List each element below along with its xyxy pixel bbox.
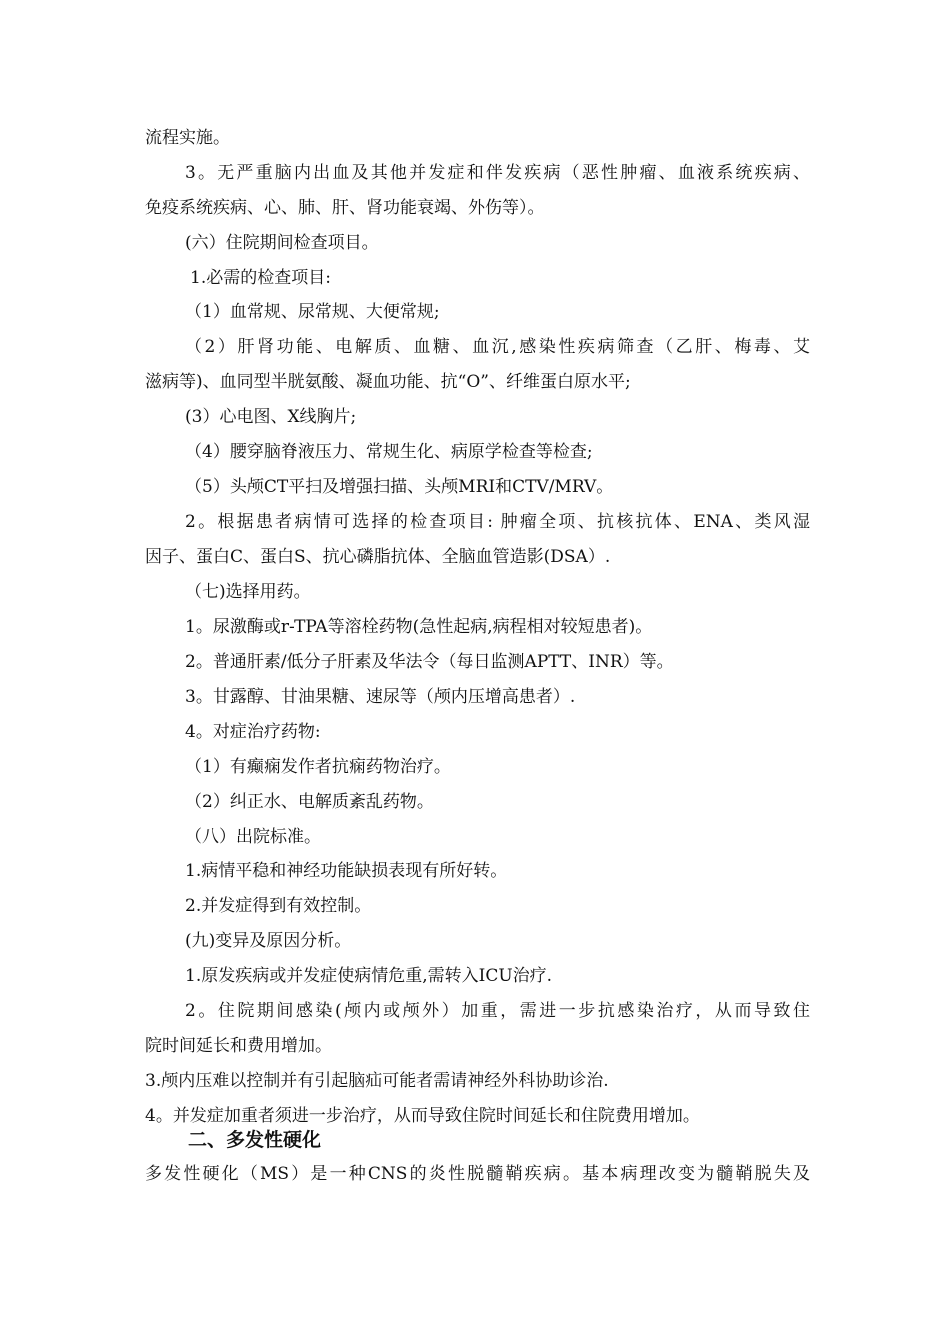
text-line: （八）出院标准。 [185, 827, 321, 847]
text-line: (六）住院期间检查项目。 [185, 233, 379, 253]
text-line: 院时间延长和费用增加。 [145, 1036, 332, 1056]
text-line: （七)选择用药。 [185, 582, 311, 602]
text-line: 1。尿激酶或r-TPA等溶栓药物(急性起病,病程相对较短患者)。 [185, 617, 653, 637]
text-line: 流程实施。 [145, 128, 230, 148]
text-line: 1.病情平稳和神经功能缺损表现有所好转。 [185, 861, 508, 881]
text-line: （1）有癫痫发作者抗痫药物治疗。 [185, 757, 451, 777]
text-line: （4）腰穿脑脊液压力、常规生化、病原学检查等检查; [185, 442, 593, 462]
text-line: （2）纠正水、电解质紊乱药物。 [185, 792, 434, 812]
text-line: 3。甘露醇、甘油果糖、速尿等（颅内压增高患者）. [185, 687, 576, 707]
text-line: 4。并发症加重者须进一步治疗，从而导致住院时间延长和住院费用增加。 [145, 1106, 700, 1126]
text-line: (九)变异及原因分析。 [185, 931, 352, 951]
text-line: (3）心电图、X线胸片; [185, 407, 357, 427]
text-line: 因子、蛋白C、蛋白S、抗心磷脂抗体、全脑血管造影(DSA）. [145, 547, 611, 567]
text-line: 2。根据患者病情可选择的检查项目: 肿瘤全项、抗核抗体、ENA、类风湿 [185, 512, 810, 532]
text-line: （5）头颅CT平扫及增强扫描、头颅MRI和CTV/MRV。 [185, 477, 614, 497]
text-line: （1）血常规、尿常规、大便常规; [185, 302, 440, 322]
text-line: 滋病等)、血同型半胱氨酸、凝血功能、抗“O”、纤维蛋白原水平; [145, 372, 631, 392]
text-line: 免疫系统疾病、心、肺、肝、肾功能衰竭、外伤等）。 [145, 198, 545, 218]
text-line: 1.必需的检查项目: [190, 268, 331, 288]
text-line: 2。住院期间感染(颅内或颅外）加重，需进一步抗感染治疗，从而导致住 [185, 1001, 810, 1021]
text-line: 多发性硬化（MS）是一种CNS的炎性脱髓鞘疾病。基本病理改变为髓鞘脱失及 [145, 1164, 810, 1184]
text-line: （2）肝肾功能、电解质、血糖、血沉,感染性疾病筛查（乙肝、梅毒、艾 [185, 337, 810, 357]
section-heading: 二、多发性硬化 [188, 1129, 322, 1151]
text-line: 2.并发症得到有效控制。 [185, 896, 372, 916]
text-line: 3。无严重脑内出血及其他并发症和伴发疾病（恶性肿瘤、血液系统疾病、 [185, 163, 810, 183]
text-line: 3.颅内压难以控制并有引起脑疝可能者需请神经外科协助诊治. [145, 1071, 609, 1091]
text-line: 1.原发疾病或并发症使病情危重,需转入ICU治疗. [185, 966, 553, 986]
text-line: 4。对症治疗药物: [185, 722, 321, 742]
text-line: 2。普通肝素/低分子肝素及华法令（每日监测APTT、INR）等。 [185, 652, 674, 672]
